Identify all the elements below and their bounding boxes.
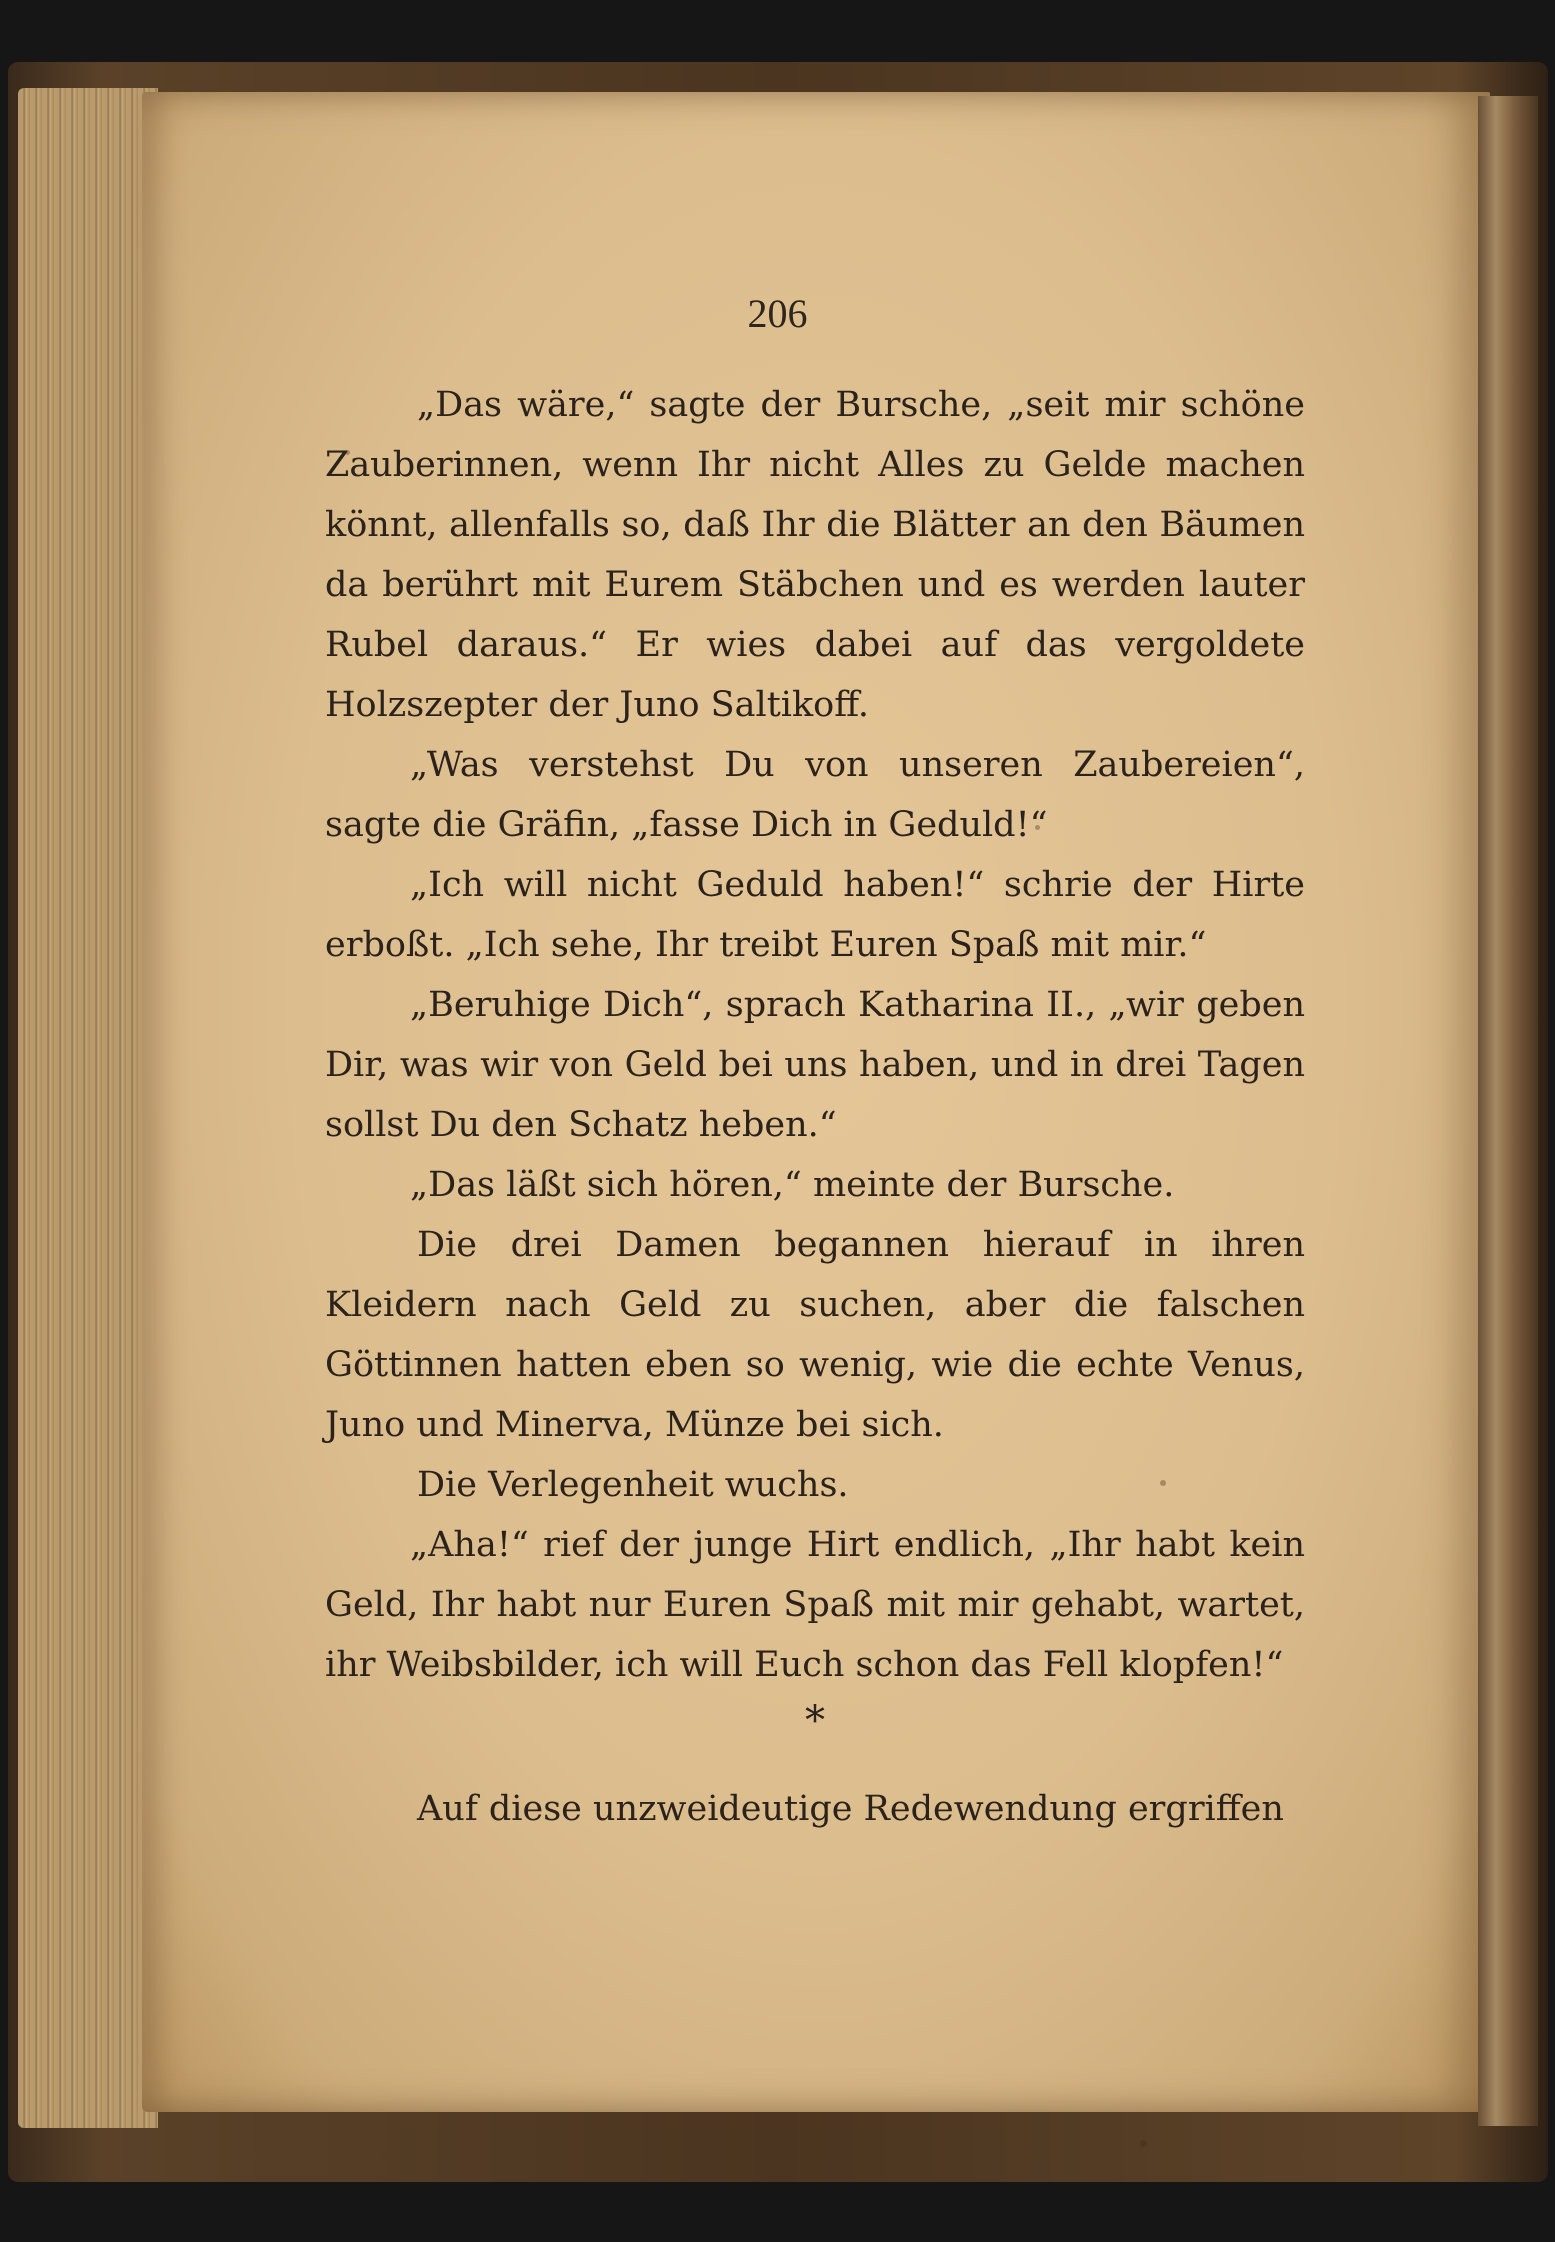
page-body bbox=[325, 375, 1305, 1839]
paragraph: „Beruhige Dich“, sprach Katharina II., „wir geben Dir, was wir von Geld bei uns haben, und in drei Tagen sollst Du den Schatz heben.“ bbox=[325, 985, 1305, 1145]
paragraph: „Das läßt sich hören,“ meinte der Bursche. bbox=[410, 1165, 1175, 1205]
paragraph: „Ich will nicht Geduld haben!“ schrie der Hirte erboßt. „Ich sehe, Ihr treibt Euren Spaß mit mir.“ bbox=[325, 865, 1305, 965]
final-line: Auf diese unzweideutige Redewendung ergriffen bbox=[417, 1789, 1284, 1829]
paper-speck bbox=[1140, 2140, 1147, 2147]
section-divider: * bbox=[805, 1698, 825, 1744]
paragraph: „Was verstehst Du von unseren Zaubereien“, sagte die Gräfin, „fasse Dich in Geduld!“ bbox=[325, 745, 1305, 845]
page-number: 206 bbox=[747, 291, 808, 336]
paper-speck bbox=[1160, 1480, 1166, 1486]
page-edges bbox=[18, 88, 158, 2128]
paragraph: „Aha!“ rief der junge Hirt endlich, „Ihr habt kein Geld, Ihr habt nur Euren Spaß mit mir gehabt, wartet, ihr Weibsbilder, ich will Euch schon das Fell klopfen!“ bbox=[325, 1525, 1305, 1685]
paper-speck bbox=[1035, 825, 1040, 830]
paragraph: Die drei Damen begannen hierauf in ihren Kleidern nach Geld zu suchen, aber die falschen Göttinnen hatten eben so wenig, wie die echte Venus, Juno und Minerva, Münze bei sich. bbox=[325, 1225, 1305, 1445]
book-spine bbox=[1478, 96, 1538, 2126]
paragraph: „Das wäre,“ sagte der Bursche, „seit mir schöne Zauberinnen, wenn Ihr nicht Alles zu Gelde machen könnt, allenfalls so, daß Ihr die Blätter an den Bäumen da berührt mit Eurem Stäbchen und es werden lauter Rubel daraus.“ Er wies dabei auf das vergoldete Holzszepter der Juno Saltikoff. bbox=[325, 385, 1305, 725]
paper-speck bbox=[345, 450, 350, 455]
paragraph: Die Verlegenheit wuchs. bbox=[417, 1465, 849, 1505]
